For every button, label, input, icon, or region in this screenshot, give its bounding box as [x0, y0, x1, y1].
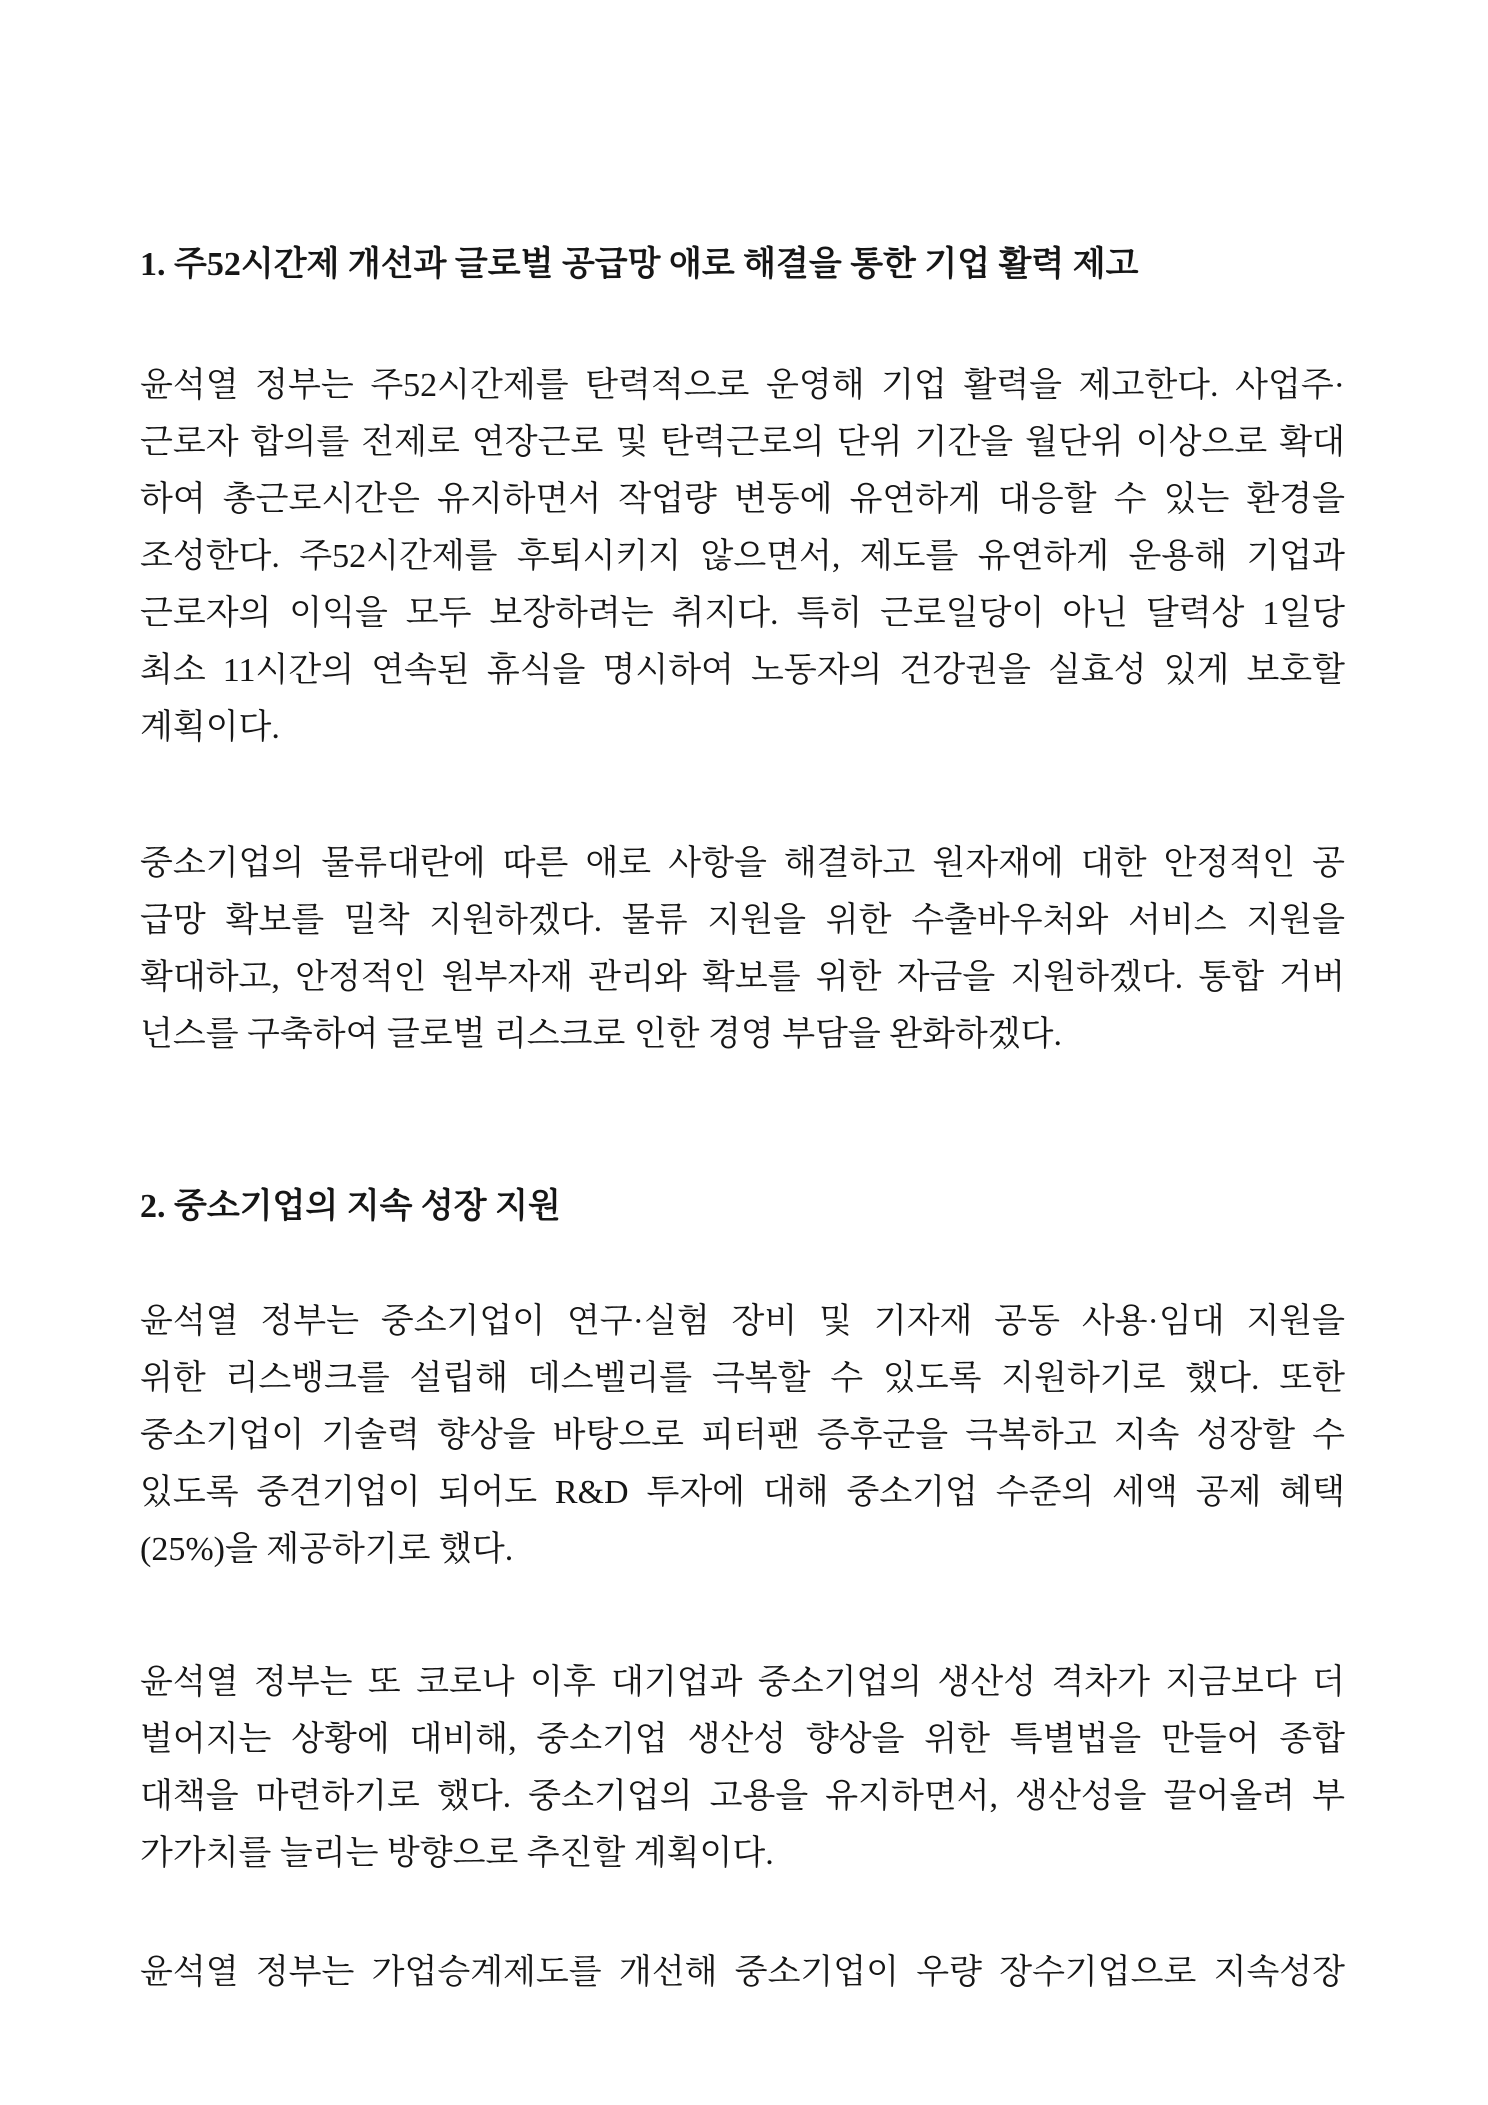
text-line: 있도록 중견기업이 되어도 R&D 투자에 대해 중소기업 수준의 세액 공제 혜택 — [140, 1474, 1345, 1511]
text-line: 급망 확보를 밀착 지원하겠다. 물류 지원을 위한 수출바우처와 서비스 지원을 — [140, 902, 1345, 939]
text-line: 윤석열 정부는 가업승계제도를 개선해 중소기업이 우량 장수기업으로 지속성장 — [140, 1954, 1345, 1991]
text-line: 근로자 합의를 전제로 연장근로 및 탄력근로의 단위 기간을 월단위 이상으로 확대 — [140, 424, 1345, 461]
section-2-paragraph-1 — [140, 1293, 1345, 1578]
section-2-paragraph-3 — [140, 1944, 1345, 2001]
text-line: 윤석열 정부는 또 코로나 이후 대기업과 중소기업의 생산성 격차가 지금보다 더 — [140, 1664, 1345, 1701]
section-2-paragraph-2 — [140, 1654, 1345, 1882]
text-line: 위한 리스뱅크를 설립해 데스벨리를 극복할 수 있도록 지원하기로 했다. 또한 — [140, 1360, 1345, 1397]
text-line: 넌스를 구축하여 글로벌 리스크로 인한 경영 부담을 완화하겠다. — [140, 1016, 1062, 1053]
text-line: 하여 총근로시간은 유지하면서 작업량 변동에 유연하게 대응할 수 있는 환경을 — [140, 481, 1345, 518]
text-line: 계획이다. — [140, 709, 280, 746]
section-2-heading: 2. 중소기업의 지속 성장 지원 — [140, 1188, 561, 1225]
text-line: 근로자의 이익을 모두 보장하려는 취지다. 특히 근로일당이 아닌 달력상 1일당 — [140, 595, 1345, 632]
text-line: 대책을 마련하기로 했다. 중소기업의 고용을 유지하면서, 생산성을 끌어올려 부 — [140, 1778, 1345, 1815]
text-line: 윤석열 정부는 주52시간제를 탄력적으로 운영해 기업 활력을 제고한다. 사업주· — [140, 367, 1345, 404]
text-line: 벌어지는 상황에 대비해, 중소기업 생산성 향상을 위한 특별법을 만들어 종합 — [140, 1721, 1345, 1758]
text-line: 윤석열 정부는 중소기업이 연구·실험 장비 및 기자재 공동 사용·임대 지원을 — [140, 1303, 1345, 1340]
section-1-paragraph-2 — [140, 835, 1345, 1063]
section-1-paragraph-1 — [140, 357, 1345, 756]
text-line: 최소 11시간의 연속된 휴식을 명시하여 노동자의 건강권을 실효성 있게 보호할 — [140, 652, 1345, 689]
text-line: 가가치를 늘리는 방향으로 추진할 계획이다. — [140, 1835, 774, 1872]
text-line: 중소기업의 물류대란에 따른 애로 사항을 해결하고 원자재에 대한 안정적인 공 — [140, 845, 1345, 882]
text-line: 중소기업이 기술력 향상을 바탕으로 피터팬 증후군을 극복하고 지속 성장할 수 — [140, 1417, 1345, 1454]
text-line: (25%)을 제공하기로 했다. — [140, 1531, 514, 1568]
text-line: 확대하고, 안정적인 원부자재 관리와 확보를 위한 자금을 지원하겠다. 통합 거버 — [140, 959, 1345, 996]
text-line: 조성한다. 주52시간제를 후퇴시키지 않으면서, 제도를 유연하게 운용해 기업과 — [140, 538, 1345, 575]
section-1-heading: 1. 주52시간제 개선과 글로벌 공급망 애로 해결을 통한 기업 활력 제고 — [140, 246, 1139, 283]
